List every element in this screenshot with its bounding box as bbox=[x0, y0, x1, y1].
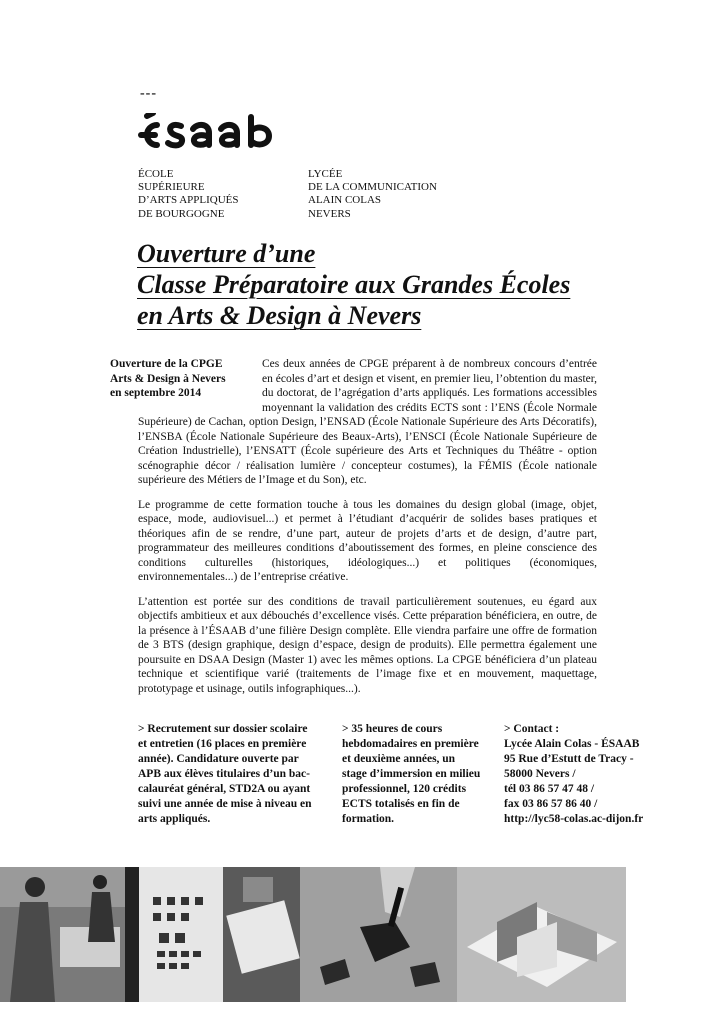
title-line: en Arts & Design à Nevers bbox=[137, 301, 422, 330]
page-title bbox=[137, 238, 637, 331]
contact-info bbox=[504, 722, 643, 827]
photo-strip bbox=[0, 867, 626, 1002]
photo-drawing-hand bbox=[300, 867, 457, 1002]
info-line: APB aux élèves titulaires d’un bac- bbox=[138, 768, 310, 780]
esaab-logo bbox=[137, 113, 287, 155]
info-line: année). Candidature ouverte par bbox=[138, 753, 299, 765]
contact-phone: tél 03 86 57 47 48 / bbox=[504, 783, 595, 795]
note-line: en septembre 2014 bbox=[110, 387, 202, 399]
body-paragraph-1 bbox=[138, 357, 597, 488]
lycee-name-line: DE LA COMMUNICATION bbox=[308, 181, 437, 194]
body-text bbox=[138, 357, 597, 706]
info-line: professionnel, 120 crédits bbox=[342, 783, 467, 795]
info-line: 95 Rue d’Estutt de Tracy - bbox=[504, 753, 634, 765]
info-line: et deuxième années, un bbox=[342, 753, 456, 765]
header-dashes: --- bbox=[140, 86, 157, 101]
info-line: > 35 heures de cours bbox=[342, 723, 443, 735]
note-line: Arts & Design à Nevers bbox=[110, 372, 226, 385]
body-paragraph-3: L’attention est portée sur des conditions de travail particulièrement soutenues, eu égard aux objectifs ambitieux et aux débouchés d’excellence visés. Cette préparation bénéficiera, en outre, de la présence à l’ÉSAAB d’une filière Design complète. Elle viendra parfaire une offre de formation de 3 BTS (design graphique, design d’espace, design de produits). Elle permettra également une poursuite en DSAA Design (Master 1) avec les mêmes options. La CPGE bénéficiera d’un plateau technique et scientifique varié (traitements de l’image fixe et en mouvement, maquettage, prototypage et usinage, outils infographiques...). bbox=[138, 595, 597, 695]
lycee-name-block bbox=[308, 168, 437, 221]
info-line: 58000 Nevers / bbox=[504, 768, 576, 780]
contact-fax: fax 03 86 57 86 40 / bbox=[504, 798, 598, 810]
title-line: Ouverture d’une bbox=[137, 239, 316, 268]
photo-architecture-model bbox=[457, 867, 626, 1002]
info-line: > Contact : bbox=[504, 723, 560, 735]
note-line: Ouverture de la CPGE bbox=[110, 358, 223, 370]
recruitment-info bbox=[138, 722, 311, 827]
esaab-name-line: SUPÉRIEURE bbox=[138, 181, 205, 194]
info-line: suivi une année de mise à niveau en bbox=[138, 798, 312, 810]
esaab-name-line: DE BOURGOGNE bbox=[138, 207, 225, 220]
esaab-name-line: ÉCOLE bbox=[138, 168, 174, 180]
info-line: arts appliqués. bbox=[138, 813, 211, 825]
info-line: formation. bbox=[342, 813, 395, 825]
info-line: > Recrutement sur dossier scolaire bbox=[138, 723, 308, 735]
photo-icon-sheet bbox=[139, 867, 223, 1002]
body-paragraph-2: Le programme de cette formation touche à tous les domaines du design global (image, objet, espace, mode, audiovisuel...) et permet à l’étudiant d’acquérir de solides bases pratiques et théoriques afin de se rendre, d’une part, auteur de projets d’arts et de design, d’autre part, programmateur des meilleures conditions d’aboutissement des formes, en pleine conscience des conditions culturelles (historiques, idéologiques...) et politiques (économiques, environnementales...) de l’entreprise créative. bbox=[138, 498, 597, 583]
info-line: calauréat général, STD2A ou ayant bbox=[138, 783, 311, 795]
hours-info bbox=[342, 722, 480, 827]
paragraph-text: Ces deux années de CPGE préparent à de nombreux concours d’entrée en écoles d’art et design et visent, en premier lieu, l’obtention du master, du doctorat, de l’agrégation d’arts appliqués. Les formations accessibles moyennant la validation des crédits ECTS sont : l’ENS (École Normale Supérieure) de Cachan, option Design, l’ENSAD (École Nationale Supérieure des Arts Décoratifs), l’ENSBA (École Nationale Supérieure des Beaux-Arts), l’ENSCI (École Nationale Supérieure de Création Industrielle), l’ENSATT (École supérieure des Arts et Techniques du Théâtre - option scénographie décor / réalisation lumière / concepteur costumes), la FÉMIS (École nationale supérieure des Métiers de l’Image et du Son), etc. bbox=[138, 358, 597, 486]
esaab-name-line: D’ARTS APPLIQUÉS bbox=[138, 194, 239, 207]
info-line: et entretien (16 places en première bbox=[138, 738, 307, 750]
contact-website-link[interactable]: http://lyc58-colas.ac-dijon.fr bbox=[504, 813, 644, 825]
photo-students-workshop bbox=[0, 867, 139, 1002]
lycee-name-line: ALAIN COLAS bbox=[308, 194, 382, 207]
info-line: hebdomadaires en première bbox=[342, 738, 479, 750]
lycee-name-line: NEVERS bbox=[308, 207, 351, 220]
photo-book bbox=[223, 867, 300, 1002]
esaab-name-block bbox=[138, 168, 239, 221]
title-line: Classe Préparatoire aux Grandes Écoles bbox=[137, 270, 571, 299]
info-line: stage d’immersion en milieu bbox=[342, 768, 481, 780]
lycee-name-line: LYCÉE bbox=[308, 168, 343, 180]
info-line: ECTS totalisés en fin de bbox=[342, 798, 460, 810]
info-line: Lycée Alain Colas - ÉSAAB bbox=[504, 738, 640, 750]
